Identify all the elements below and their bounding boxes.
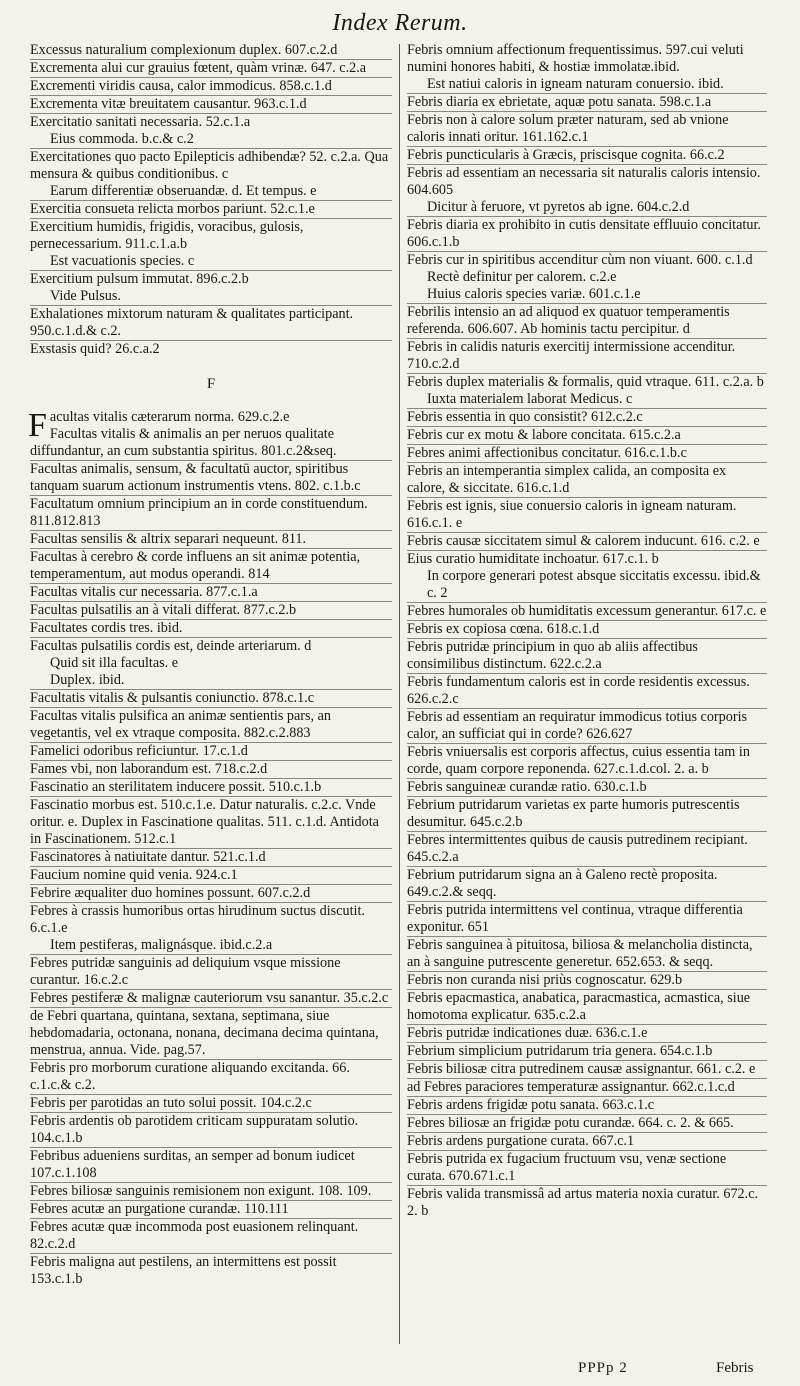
index-entry: ad Febres paraciores temperaturæ assignantur. 662.c.1.c.d bbox=[407, 1079, 767, 1097]
index-entry: Febris fundamentum caloris est in corde residentis excessus. 626.c.2.c bbox=[407, 674, 767, 709]
index-entry: Item pestiferas, malignásque. ibid.c.2.a bbox=[30, 937, 392, 955]
index-entry: Febris cur in spiritibus accenditur cùm non viuant. 600. c.1.d bbox=[407, 252, 753, 268]
index-entry: Febres à crassis humoribus ortas hirudinum suctus discutit. 6.c.1.e bbox=[30, 903, 365, 936]
index-entry: Exercitia consueta relicta morbos pariunt. 52.c.1.e bbox=[30, 201, 392, 219]
index-entry: Facultas vitalis cur necessaria. 877.c.1.a bbox=[30, 584, 392, 602]
section-letter: F bbox=[206, 376, 216, 392]
index-entry: Facultas pulsatilis cordis est, deinde arteriarum. d bbox=[30, 638, 312, 654]
index-entry: Huius caloris species variæ. 601.c.1.e bbox=[407, 286, 767, 304]
index-entry: Facultatum omnium principium an in corde constituendum. 811.812.813 bbox=[30, 496, 392, 531]
index-entry: Excessus naturalium complexionum duplex. 607.c.2.d bbox=[30, 42, 392, 60]
index-entry: Febres acutæ an purgatione curandæ. 110.111 bbox=[30, 1201, 392, 1219]
index-entry: Febres animi affectionibus concitatur. 616.c.1.b.c bbox=[407, 445, 767, 463]
index-entry: Febris puncticularis à Græcis, priscisque cognita. 66.c.2 bbox=[407, 147, 767, 165]
index-entry: Duplex. ibid. bbox=[30, 672, 392, 690]
left-column bbox=[30, 42, 392, 1288]
index-entry: Febris valida transmissâ ad artus materia noxia curatur. 672.c. 2. b bbox=[407, 1186, 759, 1219]
index-entry: Facultas sensilis & altrix separari nequeunt. 811. bbox=[30, 531, 392, 549]
index-entry: de Febri quartana, quintana, sextana, septimana, siue hebdomadaria, octonana, nonana, decimana decima quintana, menstrua, annua. Vide. pag.57. bbox=[30, 1008, 392, 1060]
index-entry: Febris ex copiosa cœna. 618.c.1.d bbox=[407, 621, 767, 639]
index-entry: Febres acutæ quæ incommoda post euasionem relinquant. 82.c.2.d bbox=[30, 1219, 392, 1254]
index-entry: Exercitium humidis, frigidis, voracibus, gulosis, pernecessarium. 911.c.1.a.b bbox=[30, 219, 304, 252]
index-entry: Febris diaria ex prohibito in cutis densitate effluuio concitatur. 606.c.1.b bbox=[407, 217, 767, 252]
index-entry: Exhalationes mixtorum naturam & qualitates participant. 950.c.1.d.& c.2. bbox=[30, 306, 392, 341]
index-entry: Est vacuationis species. c bbox=[30, 253, 392, 271]
index-entry: Febrilis intensio an ad aliquod ex quatuor temperamentis referenda. 606.607. Ab hominis tactu percipitur. d bbox=[407, 304, 767, 339]
index-entry: Exercitatio sanitati necessaria. 52.c.1.a bbox=[30, 114, 251, 130]
index-entry: Facultas animalis, sensum, & facultatū auctor, spiritibus tanquam suarum actionum instrumentis vtens. 802. c.1.b.c bbox=[30, 461, 392, 496]
index-entry: Febris non curanda nisi priùs cognoscatur. 629.b bbox=[407, 972, 767, 990]
index-entry: Facultas vitalis & animalis an per neruos qualitate diffundantur, an cum substantia spiritus. 801.c.2&seq. bbox=[30, 426, 392, 461]
index-entry: Febris cur ex motu & labore concitata. 615.c.2.a bbox=[407, 427, 767, 445]
index-entry: Excrementa alui cur grauius fœtent, quàm vrinæ. 647. c.2.a bbox=[30, 60, 392, 78]
index-entry: Febrium putridarum signa an à Galeno rectè proposita. 649.c.2.& seqq. bbox=[407, 867, 767, 902]
right-column bbox=[407, 42, 767, 1220]
index-entry: Febris diaria ex ebrietate, aquæ potu sanata. 598.c.1.a bbox=[407, 94, 767, 112]
index-entry: Febris in calidis naturis exercitij intermissione accenditur. 710.c.2.d bbox=[407, 339, 767, 374]
index-entry: Exercitationes quo pacto Epilepticis adhibendæ? 52. c.2.a. Qua mensura & quibus conditionibus. c bbox=[30, 149, 389, 182]
index-entry: Febris sanguinea à pituitosa, biliosa & melancholia distincta, an à sanguine putrescente generetur. 652.653. & seqq. bbox=[407, 937, 767, 972]
page-header: Index Rerum. bbox=[332, 10, 468, 36]
index-entry: Febris putridæ indicationes duæ. 636.c.1.e bbox=[407, 1025, 767, 1043]
index-entry: Febris per parotidas an tuto solui possit. 104.c.2.c bbox=[30, 1095, 392, 1113]
index-entry: Febrire æqualiter duo homines possunt. 607.c.2.d bbox=[30, 885, 392, 903]
index-entry: Febris ad essentiam an requiratur immodicus totius corporis calor, an sufficiat qui in corde? 626.627 bbox=[407, 709, 767, 744]
index-entry: Facultas à cerebro & corde influens an sit animæ potentia, temperamentum, aut modus operandi. 814 bbox=[30, 549, 392, 584]
index-entry: Febres biliosæ sanguinis remisionem non exigunt. 108. 109. bbox=[30, 1183, 392, 1201]
index-entry: Facultatis vitalis & pulsantis coniunctio. 878.c.1.c bbox=[30, 690, 392, 708]
index-entry: Febribus adueniens surditas, an semper ad bonum iudicet 107.c.1.108 bbox=[30, 1148, 392, 1183]
index-entry: In corpore generari potest absque siccitatis excessu. ibid.& c. 2 bbox=[407, 568, 767, 603]
index-entry: Earum differentiæ obseruandæ. d. Et tempus. e bbox=[30, 183, 392, 201]
index-entry: Febris ad essentiam an necessaria sit naturalis caloris intensio. 604.605 bbox=[407, 165, 761, 198]
index-entry: Quid sit illa facultas. e bbox=[50, 655, 179, 671]
index-entry: Febris omnium affectionum frequentissimus. 597.cui veluti numini honores habiti, & hostiæ immolatæ.ibid. bbox=[407, 42, 744, 75]
index-entry: Excrementa vitæ breuitatem causantur. 963.c.1.d bbox=[30, 96, 392, 114]
index-entry: Rectè definitur per calorem. c.2.e bbox=[427, 269, 617, 285]
index-entry: Febris non à calore solum præter naturam, sed ab vnione caloris innati oritur. 161.162.c.1 bbox=[407, 112, 767, 147]
index-entry: Exstasis quid? 26.c.a.2 bbox=[30, 341, 160, 357]
index-entry: Facultas vitalis cæterarum norma. 629.c.2.e bbox=[28, 407, 290, 444]
index-entry: Febris ardens frigidæ potu sanata. 663.c.1.c bbox=[407, 1097, 767, 1115]
index-entry: Febres biliosæ an frigidæ potu curandæ. 664. c. 2. & 665. bbox=[407, 1115, 767, 1133]
index-entry: Eius commoda. b.c.& c.2 bbox=[30, 131, 392, 149]
index-entry: Iuxta materialem laborat Medicus. c bbox=[407, 391, 767, 409]
index-entry: Excrementi viridis causa, calor immodicus. 858.c.1.d bbox=[30, 78, 392, 96]
index-entry: Fascinatio an sterilitatem inducere possit. 510.c.1.b bbox=[30, 779, 392, 797]
index-entry: Febres pestiferæ & malignæ cauteriorum vsu sanantur. 35.c.2.c bbox=[30, 990, 392, 1008]
index-entry: Febris sanguineæ curandæ ratio. 630.c.1.b bbox=[407, 779, 767, 797]
index-entry: Febris ardens purgatione curata. 667.c.1 bbox=[407, 1133, 767, 1151]
index-entry: Facultates cordis tres. ibid. bbox=[30, 620, 392, 638]
index-entry: Famelici odoribus reficiuntur. 17.c.1.d bbox=[30, 743, 392, 761]
index-entry: Est natiui caloris in igneam naturam conuersio. ibid. bbox=[407, 76, 767, 94]
index-entry: Fascinatio morbus est. 510.c.1.e. Datur naturalis. c.2.c. Vnde oritur. e. Duplex in Fascinatione qualitas. 511. c.1.d. Antidota in Fascinationem. 512.c.1 bbox=[30, 797, 392, 849]
index-entry: Febris an intemperantia simplex calida, an composita ex calore, & siccitate. 616.c.1.d bbox=[407, 463, 767, 498]
index-entry: Fames vbi, non laborandum est. 718.c.2.d bbox=[30, 761, 392, 779]
index-entry: Febris putrida intermittens vel continua, vtraque differentia exponitur. 651 bbox=[407, 902, 767, 937]
index-entry: Exercitium pulsum immutat. 896.c.2.b bbox=[30, 271, 249, 287]
index-entry: Febris epacmastica, anabatica, paracmastica, acmastica, siue homotoma explicatur. 635.c.2.a bbox=[407, 990, 767, 1025]
index-entry: Eius curatio humiditate inchoatur. 617.c.1. b bbox=[407, 551, 659, 567]
index-entry: Febris vniuersalis est corporis affectus, cuius essentia tam in corde, quam corpore reponenda. 627.c.1.d.col. 2. a. b bbox=[407, 744, 767, 779]
index-entry: Febris pro morborum curatione aliquando excitanda. 66. c.1.c.& c.2. bbox=[30, 1060, 392, 1095]
column-divider bbox=[399, 44, 400, 1344]
index-entry: Vide Pulsus. bbox=[30, 288, 392, 306]
index-entry: Febris est ignis, siue conuersio caloris in igneam naturam. 616.c.1. e bbox=[407, 498, 767, 533]
index-entry: Febres humorales ob humiditatis excessum generantur. 617.c. e bbox=[407, 603, 767, 619]
index-entry: Febrium simplicium putridarum tria genera. 654.c.1.b bbox=[407, 1043, 767, 1061]
catchword: Febris bbox=[716, 1360, 754, 1376]
index-entry: Faucium nomine quid venia. 924.c.1 bbox=[30, 867, 392, 885]
index-entry: Facultas pulsatilis an à vitali differat. 877.c.2.b bbox=[30, 602, 392, 620]
index-entry: Febris putridæ principium in quo ab aliis affectibus consimilibus distinctum. 622.c.2.a bbox=[407, 639, 767, 674]
index-entry: Febris ardentis ob parotidem criticam suppuratam solutio. 104.c.1.b bbox=[30, 1113, 392, 1148]
index-entry: Febris causæ siccitatem simul & calorem inducunt. 616. c.2. e bbox=[407, 533, 767, 551]
index-entry: Febris maligna aut pestilens, an intermittens est possit 153.c.1.b bbox=[30, 1254, 337, 1287]
index-entry: Dicitur à feruore, vt pyretos ab igne. 604.c.2.d bbox=[407, 199, 767, 217]
index-entry: Febres intermittentes quibus de causis putredinem recipiant. 645.c.2.a bbox=[407, 832, 767, 867]
index-entry: Febrium putridarum varietas ex parte humoris putrescentis desumitur. 645.c.2.b bbox=[407, 797, 767, 832]
index-entry: Facultas vitalis pulsifica an animæ sentientis pars, an vegetantis, vel ex vtraque composita. 882.c.2.883 bbox=[30, 708, 392, 743]
index-entry: Febres putridæ sanguinis ad deliquium vsque missione curantur. 16.c.2.c bbox=[30, 955, 392, 990]
index-entry: Fascinatores à natiuitate dantur. 521.c.1.d bbox=[30, 849, 392, 867]
index-entry: Febris putrida ex fugacium fructuum vsu, venæ sectione curata. 670.671.c.1 bbox=[407, 1151, 767, 1186]
index-entry: Febris duplex materialis & formalis, quid vtraque. 611. c.2.a. b bbox=[407, 374, 764, 390]
index-entry: Febris biliosæ citra putredinem causæ assignantur. 661. c.2. e bbox=[407, 1061, 767, 1079]
signature-mark: PPPp 2 bbox=[578, 1360, 628, 1376]
index-entry: Febris essentia in quo consistit? 612.c.2.c bbox=[407, 409, 767, 427]
